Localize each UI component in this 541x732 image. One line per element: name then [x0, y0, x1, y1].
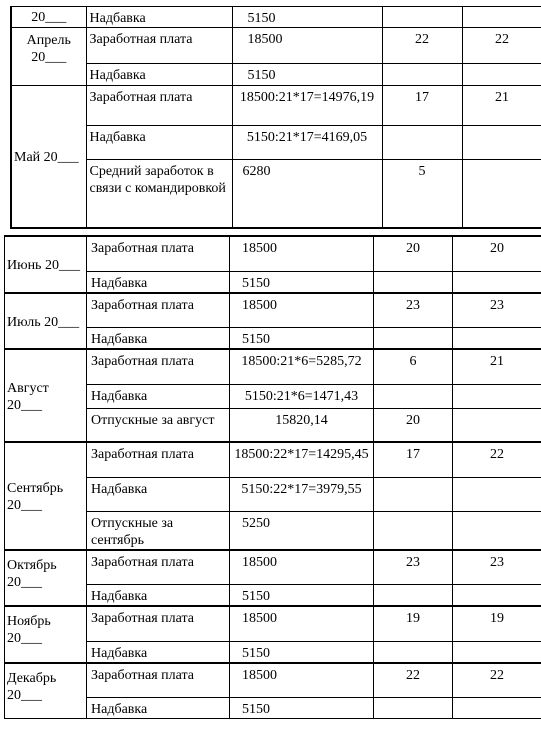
- item-amount: 18500: [232, 28, 382, 64]
- month-cell: [11, 86, 86, 228]
- month-cell: [11, 28, 86, 86]
- table-row: [5, 293, 541, 328]
- days-worked: 5: [382, 160, 462, 228]
- days-worked: [374, 698, 453, 719]
- days-norm: [453, 477, 541, 511]
- item-amount: 5150: [230, 585, 374, 607]
- item-label: Заработная плата: [87, 349, 230, 384]
- item-amount: 5150: [230, 271, 374, 293]
- days-worked: [382, 126, 462, 160]
- item-amount: 18500: [230, 606, 374, 641]
- days-norm: 22: [453, 442, 541, 477]
- item-amount: 6280: [232, 160, 382, 228]
- item-label: Отпускные за сентябрь: [87, 511, 230, 550]
- month-cell: [5, 550, 87, 607]
- days-worked: 23: [374, 293, 453, 328]
- days-norm: 22: [462, 28, 541, 64]
- month-label: Октябрь 20___: [7, 557, 57, 590]
- item-amount: 5150:22*17=3979,55: [230, 477, 374, 511]
- item-amount: 18500:21*6=5285,72: [230, 349, 374, 384]
- days-norm: [462, 64, 541, 86]
- item-amount: 15820,14: [230, 408, 374, 442]
- month-cell: [5, 663, 87, 719]
- days-norm: [453, 328, 541, 350]
- table-row: [11, 160, 541, 228]
- item-label: Надбавка: [87, 271, 230, 293]
- month-label: Июль 20___: [7, 314, 80, 330]
- item-label: Заработная плата: [86, 28, 232, 64]
- table-row: [5, 349, 541, 384]
- days-norm: [453, 698, 541, 719]
- item-amount: 5150: [230, 641, 374, 663]
- item-amount: 18500:21*17=14976,19: [232, 86, 382, 126]
- item-amount: 18500: [230, 236, 374, 271]
- days-worked: [374, 511, 453, 550]
- item-label: Надбавка: [87, 585, 230, 607]
- days-norm: 21: [462, 86, 541, 126]
- table-row: [11, 28, 541, 64]
- item-label: Надбавка: [87, 384, 230, 408]
- days-norm: [453, 511, 541, 550]
- table-row: [11, 64, 541, 86]
- table-row: [11, 7, 541, 28]
- item-label: Надбавка: [86, 64, 232, 86]
- days-norm: [462, 126, 541, 160]
- salary-table-bottom: [4, 235, 541, 719]
- item-amount: 18500: [230, 550, 374, 585]
- item-amount: 5250: [230, 511, 374, 550]
- days-worked: [374, 585, 453, 607]
- days-norm: 23: [453, 293, 541, 328]
- month-cell: [5, 442, 87, 550]
- item-amount: 5150:21*17=4169,05: [232, 126, 382, 160]
- item-label: Заработная плата: [87, 293, 230, 328]
- days-norm: [453, 641, 541, 663]
- item-amount: 18500: [230, 293, 374, 328]
- month-cell: 20___: [11, 7, 86, 28]
- days-worked: [382, 7, 462, 28]
- item-label: Надбавка: [87, 477, 230, 511]
- month-label: Апрель 20___: [26, 33, 71, 65]
- days-norm: 19: [453, 606, 541, 641]
- month-label: Ноябрь 20___: [7, 614, 51, 646]
- month-cell: [5, 606, 87, 663]
- days-norm: [453, 408, 541, 442]
- days-norm: [462, 7, 541, 28]
- days-worked: [374, 477, 453, 511]
- days-worked: [374, 271, 453, 293]
- item-label: Заработная плата: [87, 442, 230, 477]
- days-norm: 20: [453, 236, 541, 271]
- table-row: [5, 442, 541, 477]
- item-label: Средний заработок в связи с командировкой: [86, 160, 232, 228]
- days-worked: [374, 384, 453, 408]
- item-amount: 5150: [230, 698, 374, 719]
- month-label: Июнь 20___: [7, 258, 80, 274]
- days-worked: 17: [374, 442, 453, 477]
- days-norm: [453, 384, 541, 408]
- days-worked: 6: [374, 349, 453, 384]
- item-amount: 5150: [232, 64, 382, 86]
- month-cell: [5, 236, 87, 293]
- month-cell: [5, 293, 87, 350]
- item-label: Надбавка: [87, 328, 230, 350]
- days-norm: 21: [453, 349, 541, 384]
- item-label: Заработная плата: [87, 663, 230, 698]
- item-label: Надбавка: [87, 698, 230, 719]
- days-worked: [374, 641, 453, 663]
- table-row: [11, 126, 541, 160]
- month-label: Декабрь 20___: [7, 670, 57, 703]
- days-worked: [374, 328, 453, 350]
- item-label: Заработная плата: [87, 550, 230, 585]
- item-label: Заработная плата: [87, 606, 230, 641]
- days-norm: [453, 271, 541, 293]
- item-amount: 5150: [230, 328, 374, 350]
- table-row: [5, 550, 541, 585]
- table-row: [5, 663, 541, 698]
- month-label: Август 20___: [7, 381, 49, 413]
- table-row: [5, 236, 541, 271]
- item-amount: 18500: [230, 663, 374, 698]
- item-amount: 18500:22*17=14295,45: [230, 442, 374, 477]
- item-amount: 5150: [232, 7, 382, 28]
- days-norm: 23: [453, 550, 541, 585]
- salary-table-top: [10, 6, 541, 229]
- days-worked: 20: [374, 236, 453, 271]
- item-label: Надбавка: [86, 126, 232, 160]
- days-norm: 22: [453, 663, 541, 698]
- days-worked: 17: [382, 86, 462, 126]
- item-label: Надбавка: [86, 7, 232, 28]
- days-worked: 20: [374, 408, 453, 442]
- days-norm: [453, 585, 541, 607]
- item-label: Заработная плата: [86, 86, 232, 126]
- table-row: [11, 86, 541, 126]
- days-worked: 19: [374, 606, 453, 641]
- table-row: [5, 606, 541, 641]
- item-label: Надбавка: [87, 641, 230, 663]
- days-worked: 22: [382, 28, 462, 64]
- item-label: Отпускные за август: [87, 408, 230, 442]
- item-label: Заработная плата: [87, 236, 230, 271]
- days-norm: [462, 160, 541, 228]
- month-cell: [5, 349, 87, 442]
- month-label: Сентябрь 20___: [7, 481, 64, 514]
- days-worked: 22: [374, 663, 453, 698]
- month-label: Май 20___: [14, 150, 79, 166]
- item-amount: 5150:21*6=1471,43: [230, 384, 374, 408]
- days-worked: 23: [374, 550, 453, 585]
- days-worked: [382, 64, 462, 86]
